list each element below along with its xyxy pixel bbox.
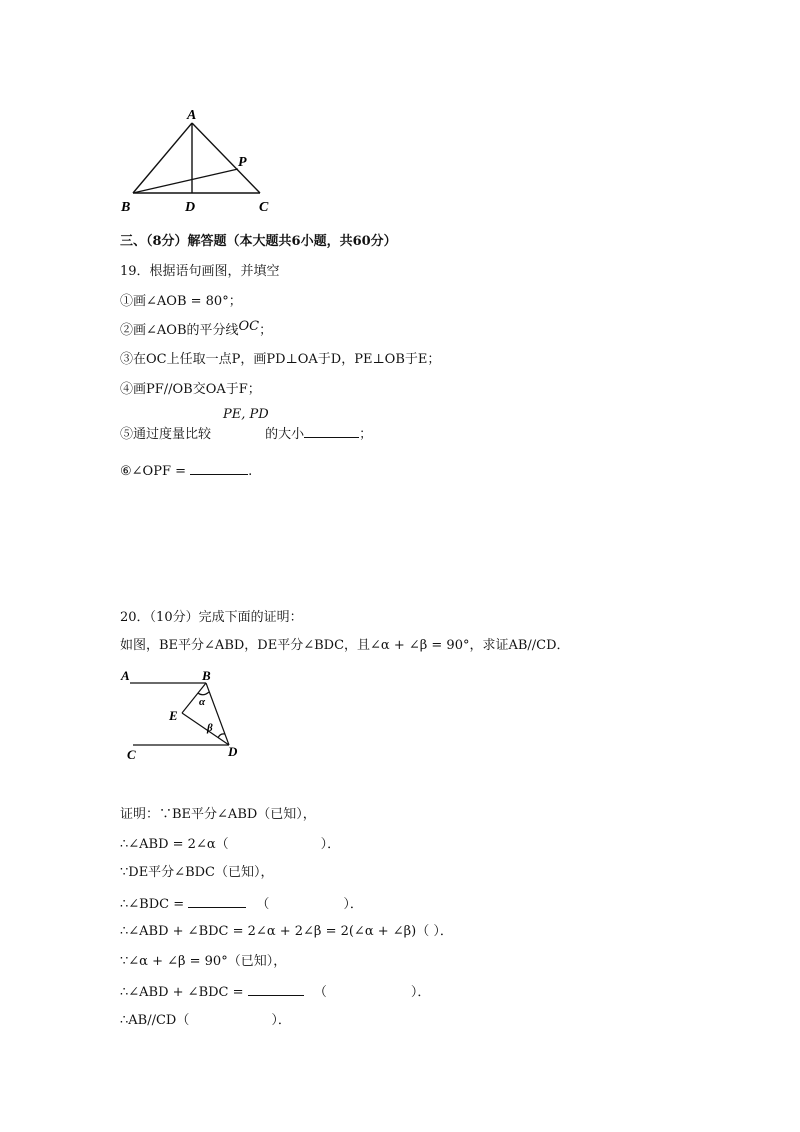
proof-line-2-text: ∴∠ABD = 2∠α（ [120,837,229,852]
fig2-label-c: C [127,747,136,762]
proof-answer-blank-4[interactable] [188,894,246,908]
proof-line-5: ∴∠ABD + ∠BDC = 2∠α + 2∠β = 2(∠α + ∠β)（ ）． [120,924,453,939]
proof-line-7 [120,982,430,1002]
side-ab [133,123,192,193]
q20-title: 20．（10分）完成下面的证明： [120,610,303,625]
q19-step5-size: 的大小 [265,427,305,442]
q19-step6-end: . [248,464,253,479]
q19-step4: ④画PF//OB交OA于F； [120,382,261,397]
alpha-arc [198,692,209,695]
fig2-label-d: D [228,744,238,759]
segment-ed [182,713,229,745]
beta-arc [218,734,225,738]
label-a: A [187,108,197,123]
q19-step3: ③在OC上任取一点P，画PD⊥OA于D，PE⊥OB于E； [120,352,441,367]
q19-step5 [120,407,373,444]
fig2-label-a: A [121,668,130,683]
q19-answer-blank-6[interactable] [190,461,248,475]
q19-step5-pe-pd: PE, PD [223,407,269,422]
q20-prompt: 如图，BE平分∠ABD，DE平分∠BDC，且∠α + ∠β = 90°，求证AB//CD． [120,638,570,653]
q19-step2-end: ； [259,323,273,338]
proof-line-4-open: （ [256,897,270,912]
q19-step2-oc: OC [238,319,260,334]
segment-bp [133,169,238,193]
fig2-label-alpha: α [199,696,206,708]
fig2-label-b: B [202,668,211,683]
q19-step2 [120,319,273,340]
proof-line-4 [120,894,363,914]
proof-line-6: ∵∠α + ∠β = 90°（已知）， [120,954,287,969]
proof-line-4-text: ∴∠BDC = [120,897,185,912]
label-b: B [121,200,131,215]
proof-line-4-end: ）． [343,897,363,912]
proof-line-3: ∵DE平分∠BDC（已知）， [120,865,274,880]
q19-step1: ①画∠AOB = 80°； [120,294,242,309]
proof-line-1: 证明：∵BE平分∠ABD（已知）， [120,807,316,822]
proof-line-7-open: （ [313,985,327,1000]
q19-title: 19．根据语句画图，并填空 [120,264,280,279]
proof-line-7-text: ∴∠ABD + ∠BDC = [120,985,244,1000]
label-p: P [238,155,247,170]
label-c: C [259,200,269,215]
proof-line-2 [120,836,340,854]
q19-step5-end: ； [359,427,373,442]
proof-line-8-text: ∴AB//CD（ [120,1013,190,1028]
section-header: 三、（8分）解答题（本大题共6小题，共60分） [120,234,397,249]
fig2-label-e: E [169,708,178,723]
proof-line-2-end: ）． [320,837,341,852]
q19-answer-blank-5[interactable] [304,424,359,438]
segment-bd [206,683,229,745]
proof-line-8 [120,1012,291,1030]
q19-step2-text: ②画∠AOB的平分线 [120,323,239,338]
proof-answer-blank-7[interactable] [248,982,304,996]
q19-step6-text: ⑥∠OPF = [120,464,186,479]
label-d: D [185,200,196,215]
fig2-label-beta: β [207,722,213,734]
proof-line-8-end: ）． [271,1013,291,1028]
proof-line-7-end: ）． [410,985,431,1000]
side-ac [192,123,260,193]
q19-step6 [120,461,252,481]
segment-be [182,683,206,713]
q19-step5-text: ⑤通过度量比较 [120,427,212,442]
